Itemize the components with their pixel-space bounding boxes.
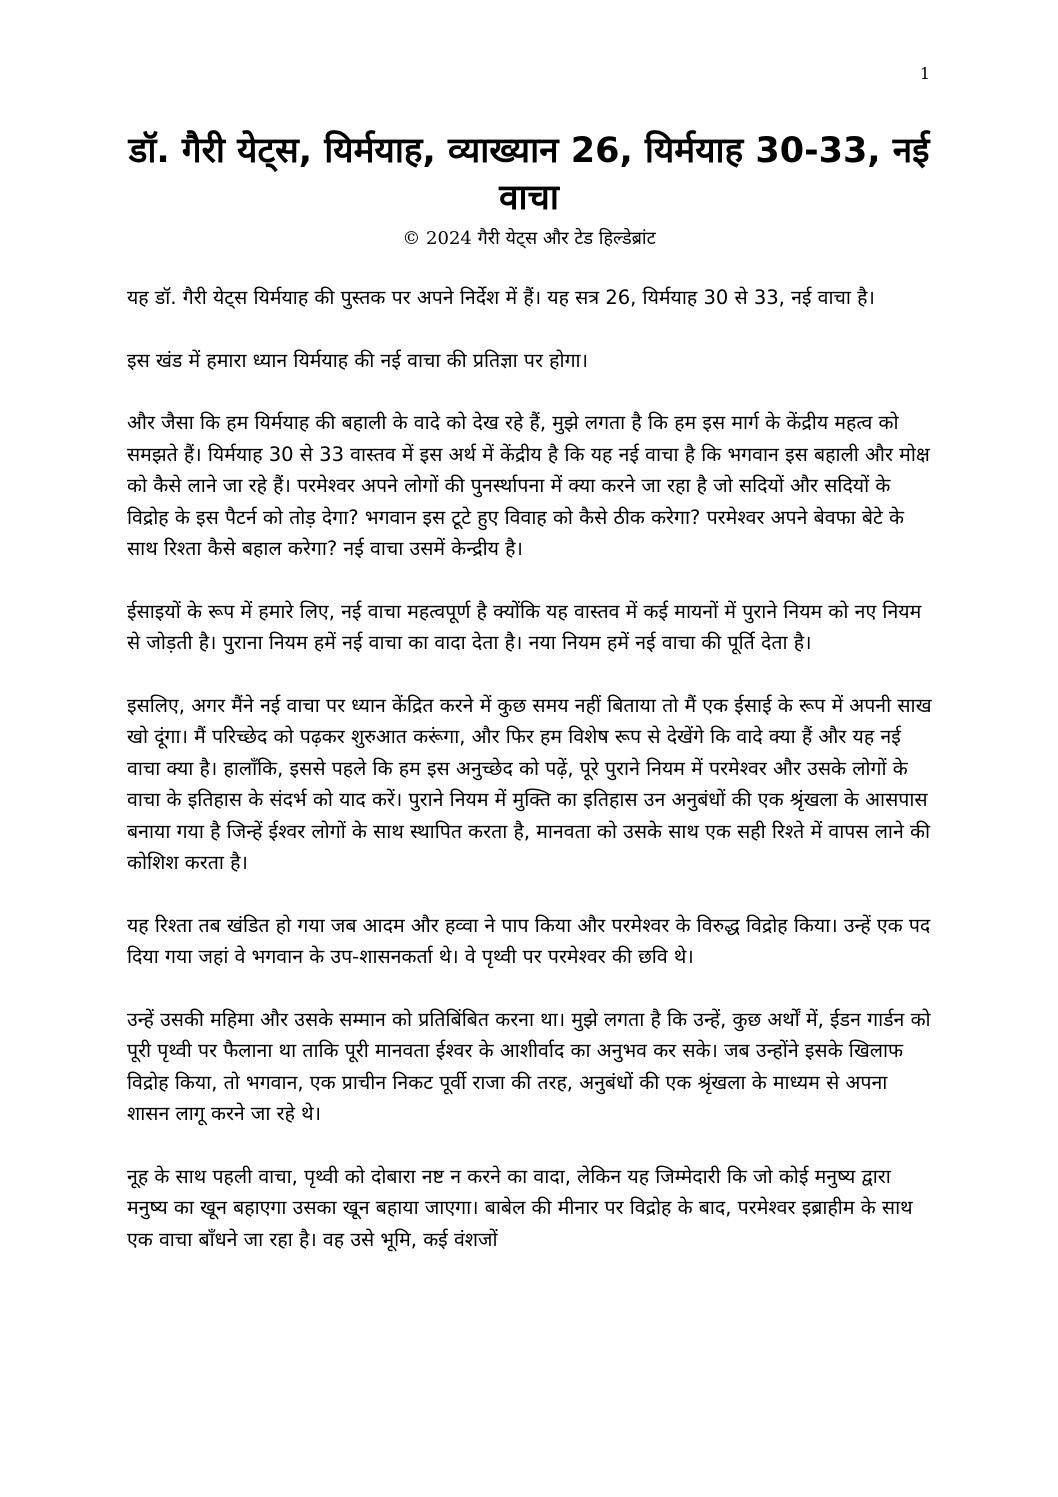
paragraph: इस खंड में हमारा ध्यान यिर्मयाह की नई वाचा की प्रतिज्ञा पर होगा। xyxy=(127,348,588,372)
page-number: 1 xyxy=(919,64,930,83)
paragraph: और जैसा कि हम यिर्मयाह की बहाली के वादे को देख रहे हैं, मुझे लगता है कि हम इस मार्ग के केंद्रीय महत्व को समझते हैं। यिर्मयाह 30 से 33 वास्तव में इस अर्थ में केंद्रीय है कि यह नई वाचा है कि भगवान इस बहाली और मोक्ष को कैसे लाने जा रहे हैं। परमेश्वर अपने लोगों की पुनर्स्थापना में क्या करने जा रहा है जो सदियों और सदियों के विद्रोह के इस पैटर्न को तोड़ देगा? भगवान इस टूटे हुए विवाह को कैसे ठीक करेगा? परमेश्वर अपने बेवफा बेटे के साथ रिश्ता कैसे बहाल करेगा? नई वाचा उसमें केन्द्रीय है। xyxy=(127,411,930,560)
paragraph: यह डॉ. गैरी येट्स यिर्मयाह की पुस्तक पर अपने निर्देश में हैं। यह सत्र 26, यिर्मयाह 30 से 33, नई वाचा है। xyxy=(127,286,875,309)
paragraph: उन्हें उसकी महिमा और उसके सम्मान को प्रतिबिंबित करना था। मुझे लगता है कि उन्हें, कुछ अर्थों में, ईडन गार्डन को पूरी पृथ्वी पर फैलाना था ताकि पूरी मानवता ईश्वर के आशीर्वाद का अनुभव कर सके। जब उन्होंने इसके खिलाफ विद्रोह किया, तो भगवान, एक प्राचीन निकट पूर्वी राजा की तरह, अनुबंधों की एक श्रृंखला के माध्यम से अपना शासन लागू करने जा रहे थे। xyxy=(127,1007,931,1125)
paragraph: इसलिए, अगर मैंने नई वाचा पर ध्यान केंद्रित करने में कुछ समय नहीं बिताया तो मैं एक ईसाई के रूप में अपनी साख खो दूंगा। मैं परिच्छेद को पढ़कर शुरुआत करूंगा, और फिर हम विशेष रूप से देखेंगे कि वादे क्या हैं और यह नई वाचा क्या है। हालाँकि, इससे पहले कि हम इस अनुच्छेद को पढ़ें, पूरे पुराने नियम में परमेश्वर और उसके लोगों के वाचा के इतिहास के संदर्भ को याद करें। पुराने नियम में मुक्ति का इतिहास उन अनुबंधों की एक श्रृंखला के आसपास बनाया गया है जिन्हें ईश्वर लोगों के साथ स्थापित करता है, मानवता को उसके साथ एक सही रिश्ते में वापस लाने की कोशिश करता है। xyxy=(127,693,932,874)
body-text xyxy=(127,282,933,1286)
paragraph: ईसाइयों के रूप में हमारे लिए, नई वाचा महत्वपूर्ण है क्योंकि यह वास्तव में कई मायनों में पुराने नियम को नए नियम से जोड़ती है। पुराना नियम हमें नई वाचा का वादा देता है। नया नियम हमें नई वाचा की पूर्ति देता है। xyxy=(127,599,922,654)
paragraph: यह रिश्ता तब खंडित हो गया जब आदम और हव्वा ने पाप किया और परमेश्वर के विरुद्ध विद्रोह किया। उन्हें एक पद दिया गया जहां वे भगवान के उप-शासनकर्ता थे। वे पृथ्वी पर परमेश्वर की छवि थे। xyxy=(127,913,931,968)
copyright-line: © 2024 गैरी येट्स और टेड हिल्डेब्रांट xyxy=(402,228,656,249)
paragraph: नूह के साथ पहली वाचा, पृथ्वी को दोबारा नष्ट न करने का वादा, लेकिन यह जिम्मेदारी कि जो कोई मनुष्य द्वारा मनुष्य का खून बहाएगा उसका खून बहाया जाएगा। बाबेल की मीनार पर विद्रोह के बाद, परमेश्वर इब्राहीम के साथ एक वाचा बाँधने जा रहा है। वह उसे भूमि, कई वंशजों xyxy=(127,1164,913,1251)
page-title: डॉ. गैरी येट्स, यिर्मयाह, व्याख्यान 26, यिर्मयाह 30-33, नई वाचा xyxy=(128,131,930,218)
